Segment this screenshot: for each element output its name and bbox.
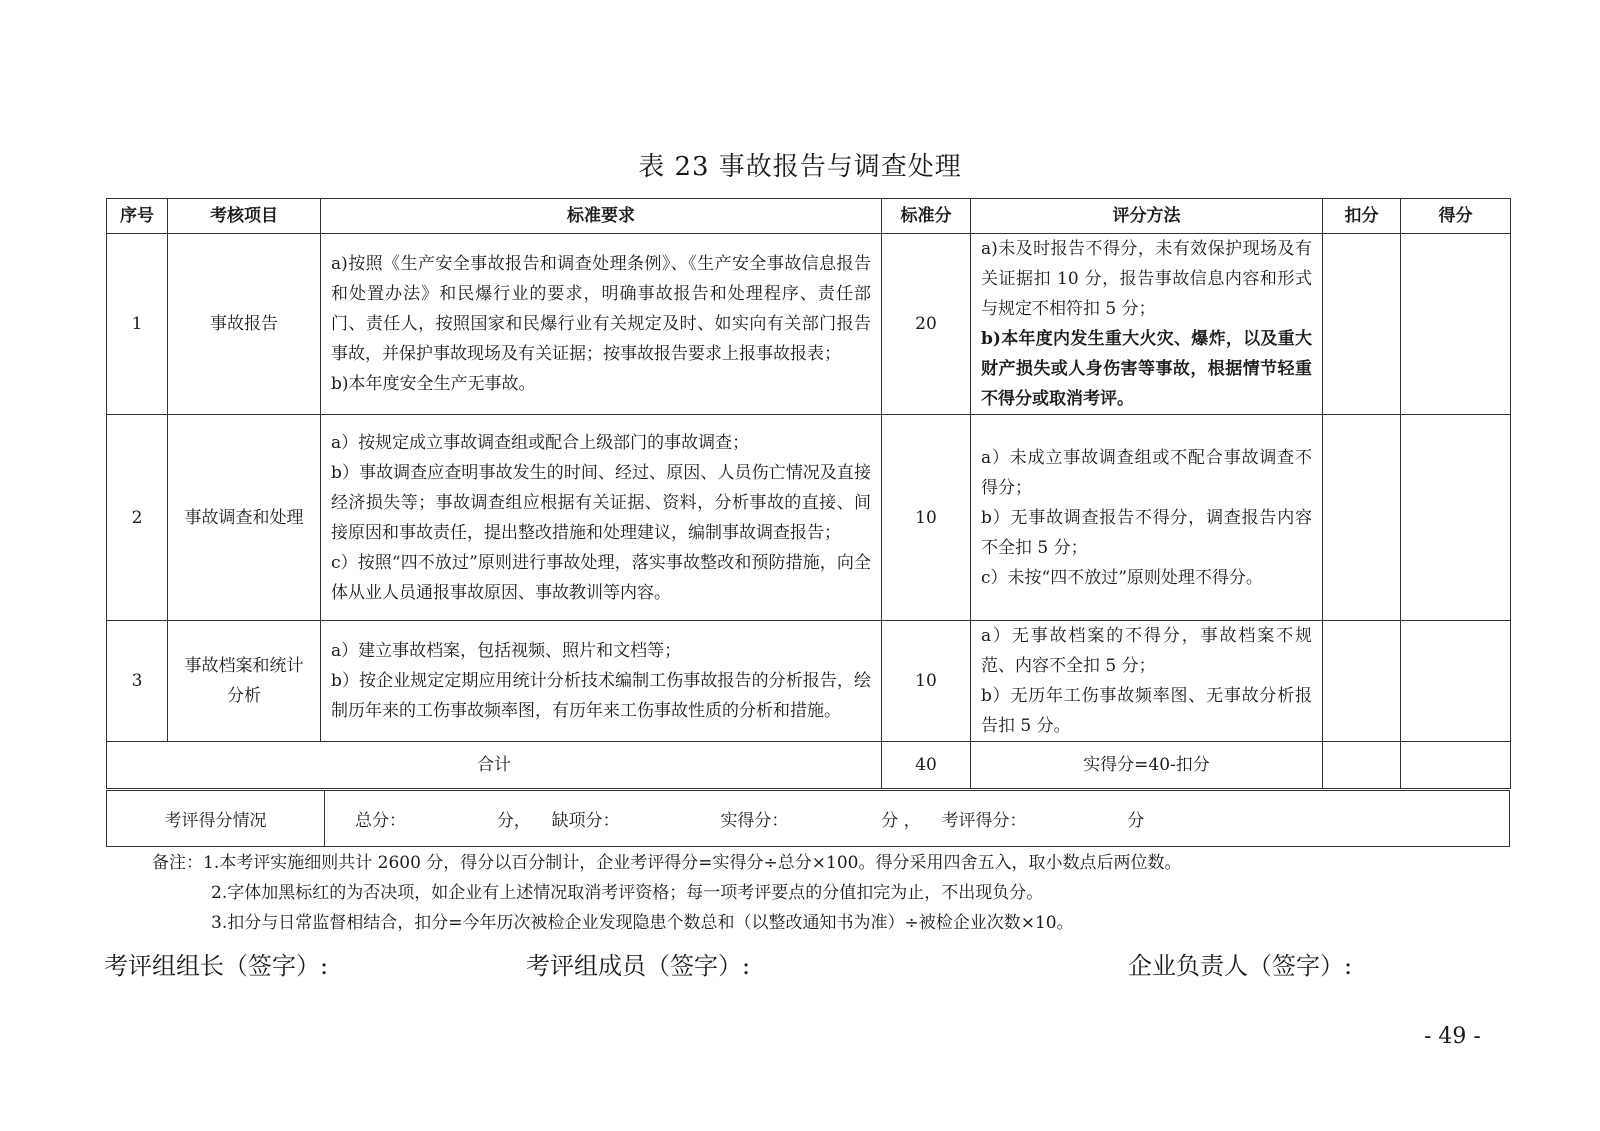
note-3: 3.扣分与日常监督相结合，扣分=今年历次被检企业发现隐患个数总和（以整改通知书为准）÷被检企业次数×10。 [211, 913, 1074, 933]
header-standard-score: 标准分 [882, 199, 971, 234]
table-row [107, 621, 1511, 742]
table-header-row [107, 199, 1511, 234]
row-method [971, 415, 1323, 621]
row-score: 20 [882, 234, 971, 415]
row-gain-cell[interactable] [1401, 621, 1511, 742]
row-gain-cell[interactable] [1401, 234, 1511, 415]
total-score: 40 [882, 742, 971, 789]
method-line: c）未按“四不放过”原则处理不得分。 [981, 567, 1263, 588]
row-seq: 2 [107, 415, 168, 621]
page-title: 表 23 事故报告与调查处理 [638, 152, 962, 182]
requirement-line: a）按规定成立事故调查组或配合上级部门的事故调查； [331, 432, 750, 453]
row-item: 事故报告 [168, 234, 321, 415]
requirement-line: b）按企业规定定期应用统计分析技术编制工伤事故报告的分析报告，绘制历年来的工伤事故频率图，有历年来工伤事故性质的分析和措施。 [331, 671, 871, 721]
total-method: 实得分=40-扣分 [971, 742, 1323, 789]
row-deduct-cell[interactable] [1323, 234, 1401, 415]
method-line: b）无历年工伤事故频率图、无事故分析报告扣 5 分。 [981, 686, 1312, 736]
signature-company: 企业负责人（签字）: [1128, 952, 1353, 980]
signature-member: 考评组成员（签字）: [526, 952, 751, 980]
signature-leader: 考评组组长（签字）: [104, 952, 329, 980]
header-seq: 序号 [107, 199, 168, 234]
eval-score-unit: 分 [1127, 811, 1145, 831]
score-summary-row [107, 791, 1510, 847]
page-number: - 49 - [1424, 1024, 1481, 1049]
total-score-label: 总分： [355, 811, 406, 831]
row-score: 10 [882, 415, 971, 621]
header-item: 考核项目 [168, 199, 321, 234]
requirement-line: a）建立事故档案，包括视频、照片和文档等； [331, 641, 682, 661]
eval-score-label: 考评得分： [941, 811, 1027, 831]
row-requirement [321, 234, 882, 415]
note-1: 备注：1.本考评实施细则共计 2600 分，得分以百分制计，企业考评得分=实得分÷总分×100。得分采用四舍五入，取小数点后两位数。 [152, 853, 1182, 873]
missing-score-label: 缺项分： [551, 811, 620, 831]
score-summary-fields [325, 791, 1510, 847]
header-method: 评分方法 [971, 199, 1323, 234]
row-seq: 3 [107, 621, 168, 742]
requirement-line: b）事故调查应查明事故发生的时间、经过、原因、人员伤亡情况及直接经济损失等；事故调查组应根据有关证据、资料，分析事故的直接、间接原因和事故责任，提出整改措施和处理建议，编制事故调查报告； [331, 462, 871, 543]
header-gain: 得分 [1401, 199, 1511, 234]
requirement-line: b)本年度安全生产无事故。 [331, 374, 536, 394]
row-requirement [321, 621, 882, 742]
score-summary-table [106, 790, 1510, 847]
method-line: a）未成立事故调查组或不配合事故调查不得分； [981, 447, 1312, 498]
total-score-unit: 分， [496, 811, 531, 831]
row-seq: 1 [107, 234, 168, 415]
row-deduct-cell[interactable] [1323, 415, 1401, 621]
note-2: 2.字体加黑标红的为否决项，如企业有上述情况取消考评资格；每一项考评要点的分值扣完为止，不出现负分。 [211, 883, 1044, 903]
row-deduct-cell[interactable] [1323, 621, 1401, 742]
evaluation-table [106, 198, 1511, 789]
row-method [971, 234, 1323, 415]
actual-score-label: 实得分： [720, 811, 789, 831]
row-item: 事故档案和统计分析 [168, 621, 321, 742]
score-summary-label: 考评得分情况 [107, 791, 325, 847]
row-method [971, 621, 1323, 742]
requirement-line: c）按照“四不放过”原则进行事故处理，落实事故整改和预防措施，向全体从业人员通报事故原因、事故教训等内容。 [331, 552, 871, 603]
table-row [107, 234, 1511, 415]
method-line: a）无事故档案的不得分，事故档案不规范、内容不全扣 5 分； [981, 626, 1312, 676]
row-score: 10 [882, 621, 971, 742]
method-line: a)未及时报告不得分，未有效保护现场及有关证据扣 10 分，报告事故信息内容和形式与规定不相符扣 5 分； [981, 239, 1312, 319]
total-label: 合计 [107, 742, 882, 789]
requirement-line: a)按照《生产安全事故报告和调查处理条例》、《生产安全事故信息报告和处置办法》和民爆行业的要求，明确事故报告和处理程序、责任部门、责任人，按照国家和民爆行业有关规定及时、如实向有关部门报告事故，并保护事故现场及有关证据；按事故报告要求上报事故报表； [331, 254, 871, 364]
total-row [107, 742, 1511, 789]
actual-score-unit: 分 ， [881, 811, 921, 831]
row-requirement [321, 415, 882, 621]
header-deduct: 扣分 [1323, 199, 1401, 234]
total-gain-cell[interactable] [1401, 742, 1511, 789]
total-deduct-cell[interactable] [1323, 742, 1401, 789]
table-row [107, 415, 1511, 621]
row-item: 事故调查和处理 [168, 415, 321, 621]
row-gain-cell[interactable] [1401, 415, 1511, 621]
header-requirement: 标准要求 [321, 199, 882, 234]
method-veto-line: b)本年度内发生重大火灾、爆炸，以及重大财产损失或人身伤害等事故，根据情节轻重不得分或取消考评。 [981, 329, 1312, 409]
method-line: b）无事故调查报告不得分，调查报告内容不全扣 5 分； [981, 507, 1312, 558]
notes [152, 848, 1181, 938]
